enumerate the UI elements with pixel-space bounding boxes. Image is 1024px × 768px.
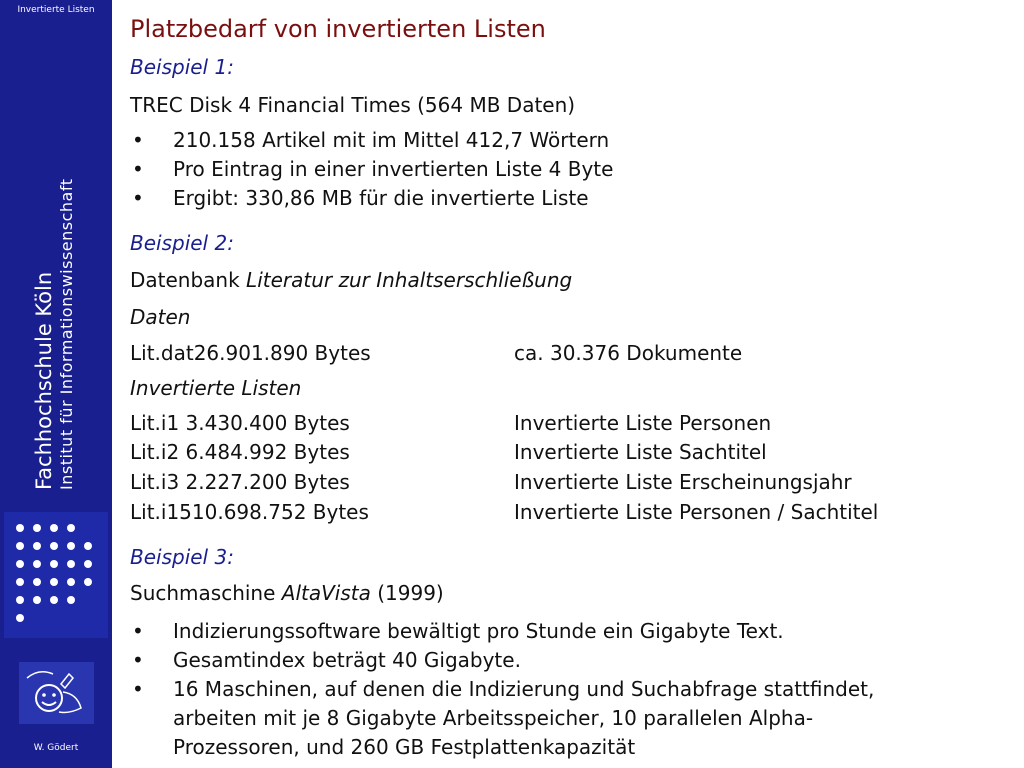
dot: [67, 542, 75, 550]
dat-description: ca. 30.376 Dokumente: [514, 341, 743, 365]
bullet: •: [132, 648, 144, 672]
table-row-desc: Invertierte Liste Sachtitel: [514, 440, 767, 464]
dot: [67, 524, 75, 532]
dot: [16, 578, 24, 586]
desc-suffix: (1999): [370, 581, 444, 605]
author-name: W. Gödert: [33, 743, 79, 753]
dot: [67, 578, 75, 586]
dot: [84, 578, 92, 586]
bullet-text: Pro Eintrag in einer invertierten Liste 4 Byte: [173, 157, 614, 181]
dot: [67, 560, 75, 568]
table-row-desc: Invertierte Liste Personen: [514, 411, 772, 435]
dot: [16, 524, 24, 532]
bullet-text: arbeiten mit je 8 Gigabyte Arbeitsspeicher, 10 parallelen Alpha-: [173, 706, 814, 730]
table-row-desc: Invertierte Liste Personen / Sachtitel: [514, 500, 879, 524]
daten-label: Daten: [130, 305, 191, 329]
example-2-description: [130, 268, 572, 292]
institution-block: [32, 110, 77, 490]
dot: [50, 560, 58, 568]
desc-italic: Literatur zur Inhaltserschließung: [246, 268, 573, 292]
dot: [50, 596, 58, 604]
bullet-text: 210.158 Artikel mit im Mittel 412,7 Wörtern: [173, 128, 610, 152]
dot: [33, 524, 41, 532]
example-1-description: TREC Disk 4 Financial Times (564 MB Daten): [130, 93, 576, 117]
dot: [50, 578, 58, 586]
example-3-label: Beispiel 3:: [130, 545, 234, 569]
dot: [50, 542, 58, 550]
dot: [33, 560, 41, 568]
dot: [16, 542, 24, 550]
dot-pattern: [4, 512, 108, 638]
school-name: Fachhochschule Köln: [32, 271, 56, 490]
dot: [84, 542, 92, 550]
bullet-text: Indizierungssoftware bewältigt pro Stunde ein Gigabyte Text.: [173, 619, 784, 643]
dot: [16, 560, 24, 568]
table-row-file: Lit.i3 2.227.200 Bytes: [130, 470, 350, 494]
dot: [33, 542, 41, 550]
bullet: •: [132, 619, 144, 643]
example-3-description: [130, 581, 444, 605]
table-row-file: Lit.i2 6.484.992 Bytes: [130, 440, 350, 464]
dot: [50, 524, 58, 532]
dot: [84, 560, 92, 568]
dot: [16, 596, 24, 604]
inverted-lists-label: Invertierte Listen: [130, 376, 302, 400]
page-title: Platzbedarf von invertierten Listen: [130, 15, 546, 43]
bullet-text: Gesamtindex beträgt 40 Gigabyte.: [173, 648, 521, 672]
table-row-desc: Invertierte Liste Erscheinungsjahr: [514, 470, 852, 494]
bullet-text: 16 Maschinen, auf denen die Indizierung und Suchabfrage stattfindet,: [173, 677, 875, 701]
bullet-text: Prozessoren, und 260 GB Festplattenkapazität: [173, 735, 636, 759]
sidebar: [0, 0, 112, 768]
desc-prefix: Suchmaschine: [130, 581, 282, 605]
bullet: •: [132, 677, 144, 701]
desc-prefix: Datenbank: [130, 268, 247, 292]
dot: [33, 578, 41, 586]
bullet: •: [132, 128, 144, 152]
bullet: •: [132, 157, 144, 181]
desc-italic: AltaVista: [281, 581, 371, 605]
dat-file: Lit.dat26.901.890 Bytes: [130, 341, 371, 365]
table-row-file: Lit.i1510.698.752 Bytes: [130, 500, 369, 524]
dot: [16, 614, 24, 622]
example-2-label: Beispiel 2:: [130, 231, 234, 255]
bullet-text: Ergibt: 330,86 MB für die invertierte Liste: [173, 186, 589, 210]
dot: [67, 596, 75, 604]
table-row-file: Lit.i1 3.430.400 Bytes: [130, 411, 350, 435]
dot: [33, 596, 41, 604]
institute-name: Institut für Informationswissenschaft: [57, 178, 76, 490]
sidebar-header: Invertierte Listen: [17, 5, 95, 15]
smiley-logo-icon: [19, 662, 94, 724]
bullet: •: [132, 186, 144, 210]
example-1-label: Beispiel 1:: [130, 55, 234, 79]
